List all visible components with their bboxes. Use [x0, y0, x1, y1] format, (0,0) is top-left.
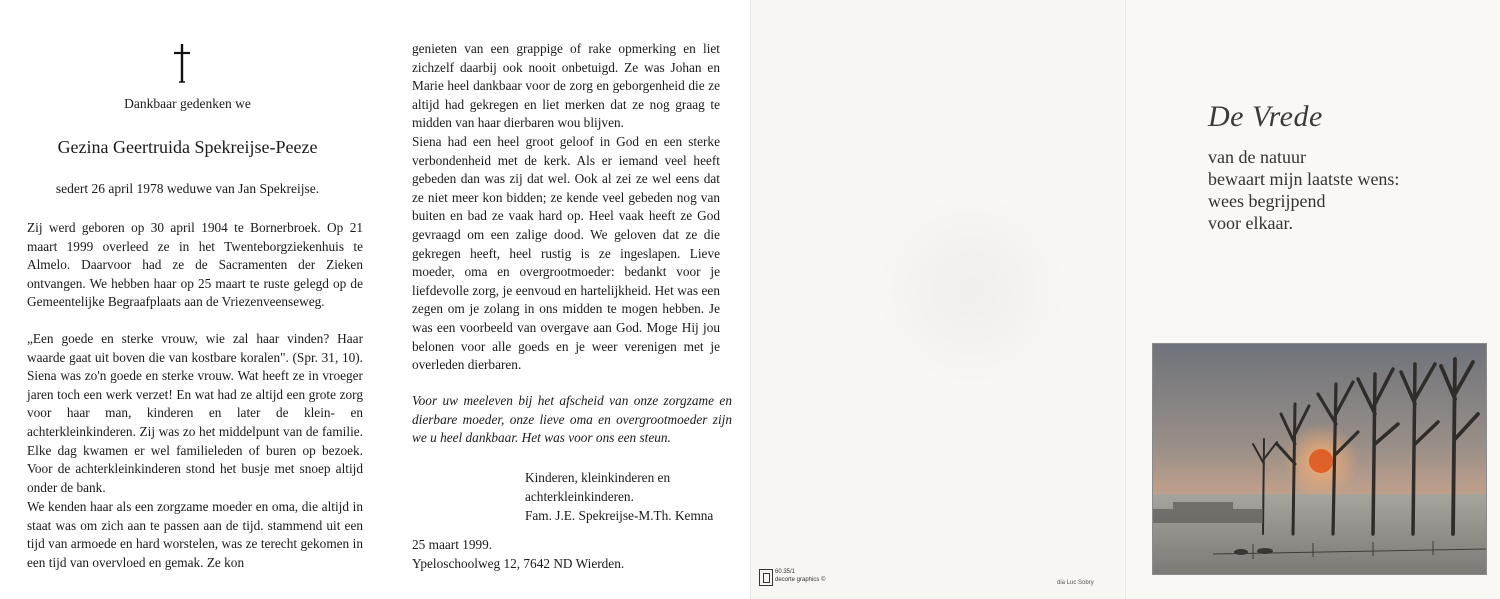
sunset-landscape-photo: [1152, 343, 1487, 575]
memory-paragraph: We kenden haar als een zorgzame moeder en oma, die altijd in staat was om zich aan te passen aan de tijd. stammend uit een tijd van armoede en hard worstelen, was ze terecht gekomen in een tijd van overvloed en gemak. Ze kon: [27, 499, 363, 570]
opening-line: Dankbaar gedenken we: [124, 96, 251, 111]
panel-obituary-right: [375, 0, 750, 599]
poem-title: De Vrede: [1208, 100, 1323, 133]
thanks-paragraph: Voor uw meeleven bij het afscheid van onze zorgzame en dierbare moeder, onze lieve oma en overgrootmoeder zijn we u heel dankbaar. Het was voor ons een steun.: [412, 393, 732, 446]
faith-paragraph: Siena had een heel groot geloof in God en een sterke verbondenheid met de kerk. Als er iemand veel heeft gebeden dan was zij dat wel. Ook al zei ze wel eens dat ze niet meer kon bidden; ze kende veel gebeden nog van buiten en bad ze vaak hard op. Heel vaak heeft ze God gevraagd om een zalige dood. We geloven dat ze die gekregen heeft, heel rustig is ze ingeslapen. Lieve moeder, oma en overgrootmoeder: bedankt voor je liefdevolle zorg, je eenvoud en hartelijkheid. Het was een zegen om je zolang in ons midden te mogen hebben. Je was een voorbeeld van overgave aan God. Moge Hij jou belonen voor alle goeds en je weer verenigen met je overleden dierbaren.: [412, 134, 720, 373]
publisher-logo-text: [775, 568, 825, 584]
memory-paragraph-continued: genieten van een grappige of rake opmerking en liet zichzelf daarbij ook nooit onbetuigd. Ze was Johan en Marie heel dankbaar voor de zorg en geborgenheid die ze altijd had gekregen en liet merken dat ze nog graag te midden van haar dierbaren wou blijven.: [412, 41, 720, 131]
poem-line: wees begrijpend: [1208, 191, 1326, 211]
embossed-seal: [871, 190, 1071, 390]
logo-name: decorte graphics ©: [775, 577, 826, 583]
deceased-name: Gezina Geertruida Spekreijse-Peeze: [57, 137, 318, 157]
signature-line: Fam. J.E. Spekreijse-M.Th. Kemna: [525, 508, 714, 523]
poem-line: bewaart mijn laatste wens:: [1208, 169, 1400, 189]
panel-obituary-left: [0, 0, 375, 599]
panel-card-back: [750, 0, 1126, 599]
tribute-paragraph: „Een goede en sterke vrouw, wie zal haar vinden? Haar waarde gaat uit boven die van kostbare koralen". (Spr. 31, 10). Siena was zo'n goede en sterke vrouw. Wat heeft ze in vroeger jaren toch een werk verzet! En wat had ze altijd een grote zorg voor haar man, kinderen en later de klein- en achterkleinkinderen. Zij was zo het middelpunt van de familie. Elke dag kwamen er wel familieleden of buren op bezoek. Voor de achterkleinkinderen stond het busje met snoep altijd onder de bank.: [27, 331, 363, 495]
logo-code: 60.35/1: [775, 569, 796, 575]
signature-line: achterkleinkinderen.: [525, 489, 634, 504]
poem-line: voor elkaar.: [1208, 213, 1293, 233]
signature-line: Kinderen, kleinkinderen en: [525, 470, 671, 485]
cross-icon: [168, 42, 196, 84]
address-line: Ypeloschoolweg 12, 7642 ND Wierden.: [412, 556, 625, 571]
biography-paragraph: Zij werd geboren op 30 april 1904 te Bornerbroek. Op 21 maart 1999 overleed ze in het Twenteborgziekenhuis te Almelo. Daarvoor had ze de Sacramenten der Zieken ontvangen. We hebben haar op 25 maart te ruste gelegd op de Gemeentelijke Begraafplaats aan de Vriezenveenseweg.: [27, 220, 363, 310]
photo-credit: dia Luc Sobry: [1057, 580, 1094, 586]
date-line: 25 maart 1999.: [412, 537, 493, 552]
panel-card-front: [1125, 0, 1500, 599]
poem-line: van de natuur: [1208, 147, 1306, 167]
publisher-logo-icon: [759, 569, 773, 586]
widow-line: sedert 26 april 1978 weduwe van Jan Spekreijse.: [55, 181, 320, 196]
